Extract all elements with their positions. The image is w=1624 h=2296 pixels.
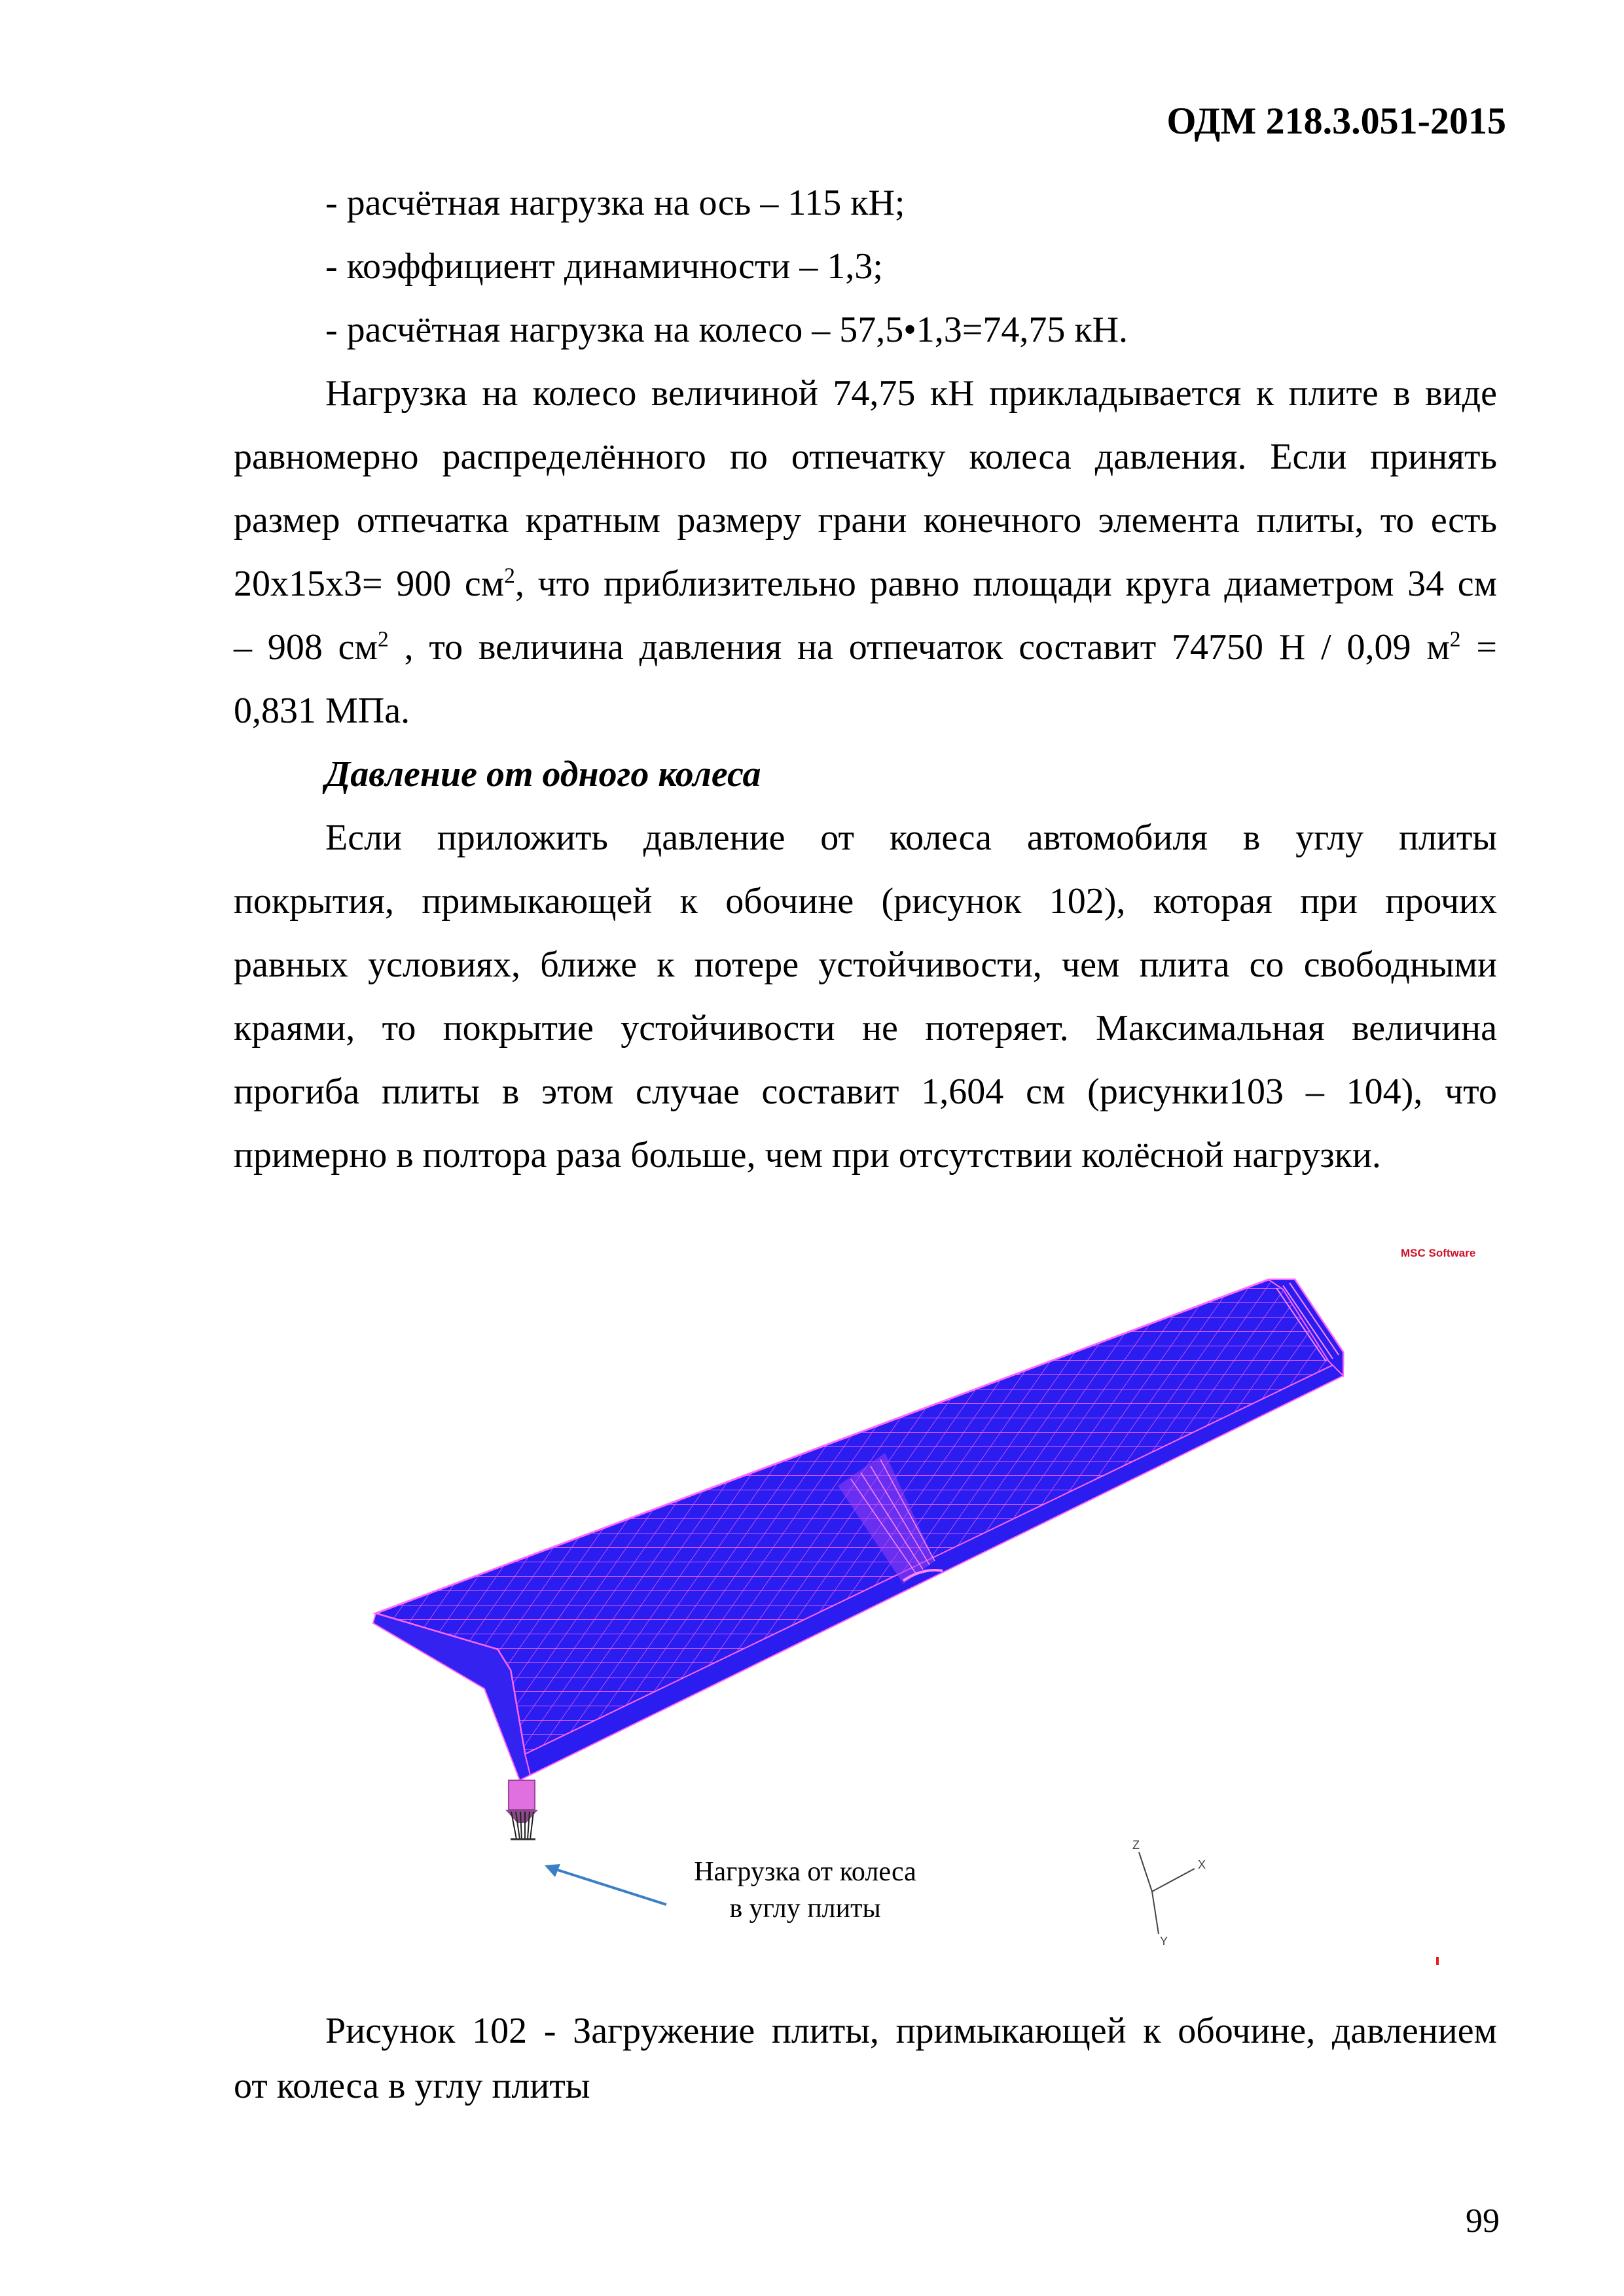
msc-software-logo <box>1401 1247 1475 1259</box>
annotation-line: Нагрузка от колеса <box>694 1857 916 1887</box>
para2-line: покрытия, примыкающей к обочине (рисунок 102), которая при прочих <box>234 881 1497 922</box>
superscript: 2 <box>1449 627 1461 652</box>
axis-z-label: Z <box>1132 1839 1140 1852</box>
bullet-wheel-load: - расчётная нагрузка на колесо – 57,5•1,3=74,75 кН. <box>325 310 1128 350</box>
wheel-load-arrows <box>505 1780 538 1839</box>
para1-text: , то величина давления на отпечаток составит 74750 Н / 0,09 м <box>388 627 1450 668</box>
bullet-axle-load: - расчётная нагрузка на ось – 115 кН; <box>325 183 905 223</box>
para2-line: краями, то покрытие устойчивости не потеряет. Максимальная величина <box>234 1008 1497 1049</box>
para1-text: , что приблизительно равно площади круга диаметром 34 см <box>514 564 1498 604</box>
logo-text: MSC Software <box>1401 1247 1476 1259</box>
superscript: 2 <box>504 564 515 588</box>
annotation-arrow <box>545 1864 666 1905</box>
para2-line: равных условиях, ближе к потере устойчивости, чем плита со свободными <box>234 944 1497 985</box>
marker <box>1436 1957 1439 1965</box>
axis-triad <box>1132 1839 1206 1948</box>
para1-line: Нагрузка на колесо величиной 74,75 кН прикладывается к плите в виде <box>325 373 1497 414</box>
bullet-dynamic-coefficient: - коэффициент динамичности – 1,3; <box>325 246 883 287</box>
para1-line: равномерно распределённого по отпечатку колеса давления. Если принять <box>234 437 1497 477</box>
figure-caption: Рисунок 102 - Загружение плиты, примыкающей к обочине, давлением <box>325 2011 1497 2051</box>
para1-text: 20х15х3= 900 см <box>234 564 505 604</box>
document-code: ОДМ 218.3.051-2015 <box>1166 99 1506 142</box>
superscript: 2 <box>377 627 389 652</box>
slab-mesh <box>373 1280 1343 1780</box>
para1-line <box>234 561 1497 607</box>
figure-caption-cont: от колеса в углу плиты <box>234 2066 590 2106</box>
para1-text: = <box>1460 627 1498 668</box>
para1-line <box>234 624 1497 670</box>
para2-line: примерно в полтора раза больше, чем при отсутствии колёсной нагрузки. <box>234 1135 1381 1175</box>
para2-line: Если приложить давление от колеса автомобиля в углу плиты <box>325 817 1497 858</box>
para2-line: прогиба плиты в этом случае составит 1,604 см (рисунки103 – 104), что <box>234 1071 1497 1112</box>
para1-line: 0,831 МПа. <box>234 691 410 731</box>
axis-x-label: X <box>1198 1858 1206 1871</box>
para1-text: – 908 см <box>234 627 378 668</box>
para1-line: размер отпечатка кратным размеру грани конечного элемента плиты, то есть <box>234 500 1497 541</box>
figure-annotation <box>668 1854 943 1927</box>
annotation-line: в углу плиты <box>729 1893 881 1924</box>
section-heading: Давление от одного колеса <box>325 754 761 795</box>
page-number: 99 <box>1466 2202 1500 2240</box>
axis-y-label: Y <box>1160 1935 1168 1948</box>
